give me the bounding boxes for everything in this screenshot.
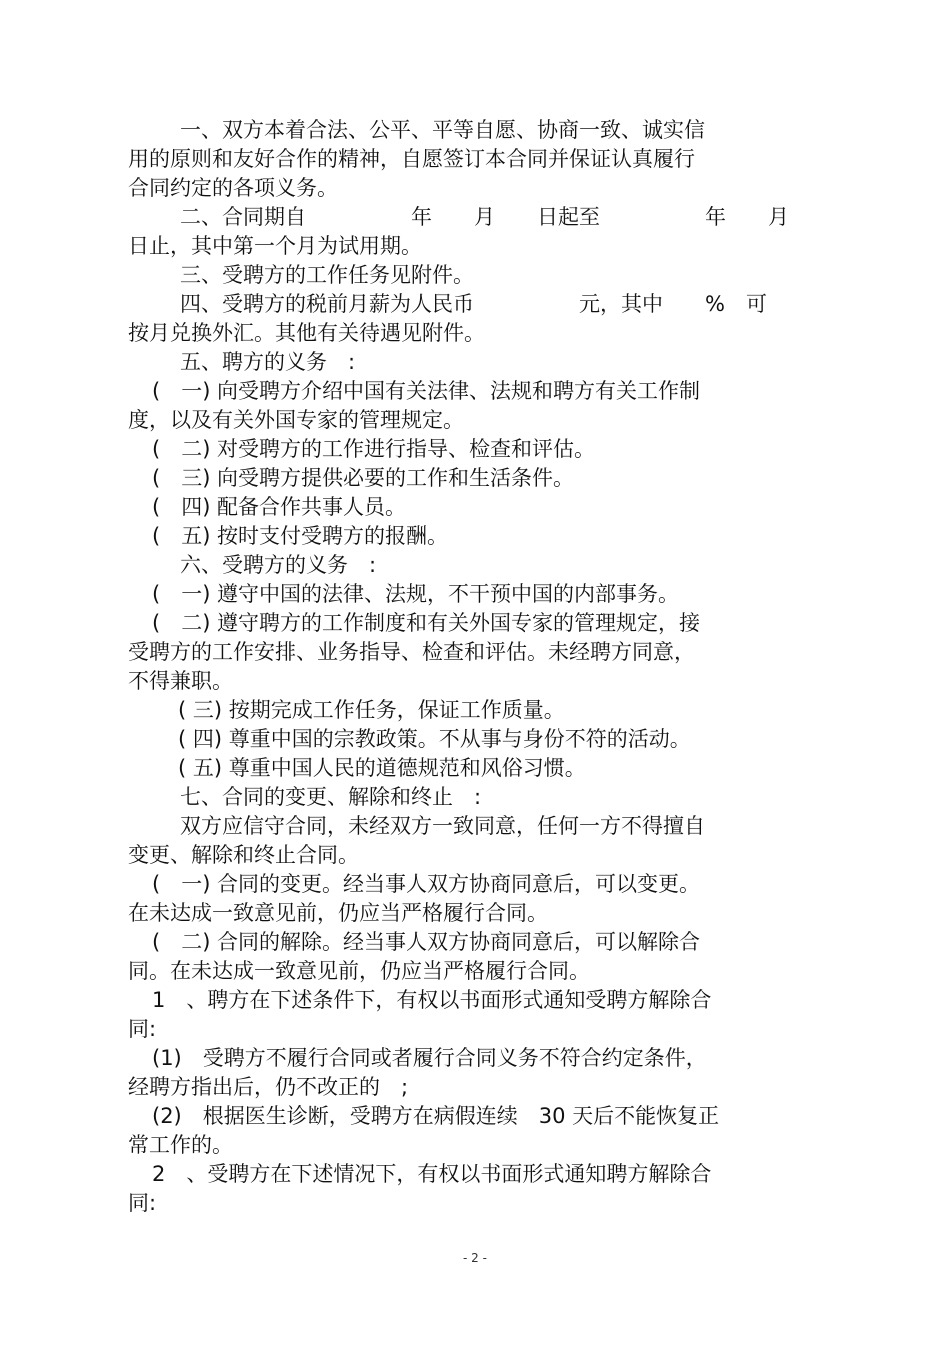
clause-7-item-2-line-2: 同。在未达成一致意见前，仍应当严格履行合同。	[128, 959, 590, 983]
clause-1-line-1: 一、双方本着合法、公平、平等自愿、协商一致、诚实信	[180, 118, 705, 142]
clause-5-item-5: ( 五) 按时支付受聘方的报酬。	[152, 524, 449, 548]
clause-7-heading: 七、合同的变更、解除和终止 :	[180, 785, 482, 809]
clause-4-line-2: 按月兑换外汇。其他有关待遇见附件。	[128, 321, 485, 345]
clause-6-heading: 六、受聘方的义务 :	[180, 553, 377, 577]
clause-6-item-4: ( 四) 尊重中国的宗教政策。不从事与身份不符的活动。	[178, 727, 691, 751]
clause-5-item-1-line-2: 度，以及有关外国专家的管理规定。	[128, 408, 464, 432]
sub-1-line-1: 1 、聘方在下述条件下，有权以书面形式通知受聘方解除合	[152, 988, 712, 1012]
clause-1-line-3: 合同约定的各项义务。	[128, 176, 338, 200]
clause-5-item-2: ( 二) 对受聘方的工作进行指导、检查和评估。	[152, 437, 596, 461]
clause-4-line-1: 四、受聘方的税前月薪为人民币 元，其中 % 可	[180, 292, 767, 316]
sub-1-line-2: 同:	[128, 1017, 157, 1041]
clause-6-item-2-line-1: ( 二) 遵守聘方的工作制度和有关外国专家的管理规定，接	[152, 611, 701, 635]
clause-6-item-3: ( 三) 按期完成工作任务，保证工作质量。	[178, 698, 565, 722]
page-number: - 2 -	[463, 1251, 487, 1265]
clause-2-line-2: 日止，其中第一个月为试用期。	[128, 234, 422, 258]
clause-5-item-1-line-1: ( 一) 向受聘方介绍中国有关法律、法规和聘方有关工作制	[152, 379, 701, 403]
clause-6-item-2-line-2: 受聘方的工作安排、业务指导、检查和评估。未经聘方同意，	[128, 640, 695, 664]
clause-5-item-3: ( 三) 向受聘方提供必要的工作和生活条件。	[152, 466, 575, 490]
clause-6-item-5: ( 五) 尊重中国人民的道德规范和风俗习惯。	[178, 756, 586, 780]
sub-2-line-2: 同:	[128, 1191, 157, 1215]
clause-7-item-2-line-1: ( 二) 合同的解除。经当事人双方协商同意后，可以解除合	[152, 930, 701, 954]
clause-7-item-1-line-1: ( 一) 合同的变更。经当事人双方协商同意后，可以变更。	[152, 872, 701, 896]
clause-6-item-1: ( 一) 遵守中国的法律、法规，不干预中国的内部事务。	[152, 582, 680, 606]
sub-1-case-1-line-2: 经聘方指出后，仍不改正的 ;	[128, 1075, 409, 1099]
clause-7-intro-line-1: 双方应信守合同，未经双方一致同意，任何一方不得擅自	[180, 814, 705, 838]
clause-1-line-2: 用的原则和友好合作的精神，自愿签订本合同并保证认真履行	[128, 147, 695, 171]
clause-5-item-4: ( 四) 配备合作共事人员。	[152, 495, 407, 519]
sub-1-case-1-line-1: (1) 受聘方不履行合同或者履行合同义务不符合约定条件，	[152, 1046, 707, 1070]
sub-1-case-2-line-2: 常工作的。	[128, 1133, 233, 1157]
clause-3-line-1: 三、受聘方的工作任务见附件。	[180, 263, 474, 287]
clause-7-intro-line-2: 变更、解除和终止合同。	[128, 843, 359, 867]
clause-5-heading: 五、聘方的义务 :	[180, 350, 356, 374]
clause-7-item-1-line-2: 在未达成一致意见前，仍应当严格履行合同。	[128, 901, 548, 925]
sub-1-case-2-line-1: (2) 根据医生诊断，受聘方在病假连续 30 天后不能恢复正	[152, 1104, 720, 1128]
clause-6-item-2-line-3: 不得兼职。	[128, 669, 233, 693]
clause-2-line-1: 二、合同期自 年 月 日起至 年 月	[180, 205, 789, 229]
sub-2-line-1: 2 、受聘方在下述情况下，有权以书面形式通知聘方解除合	[152, 1162, 712, 1186]
